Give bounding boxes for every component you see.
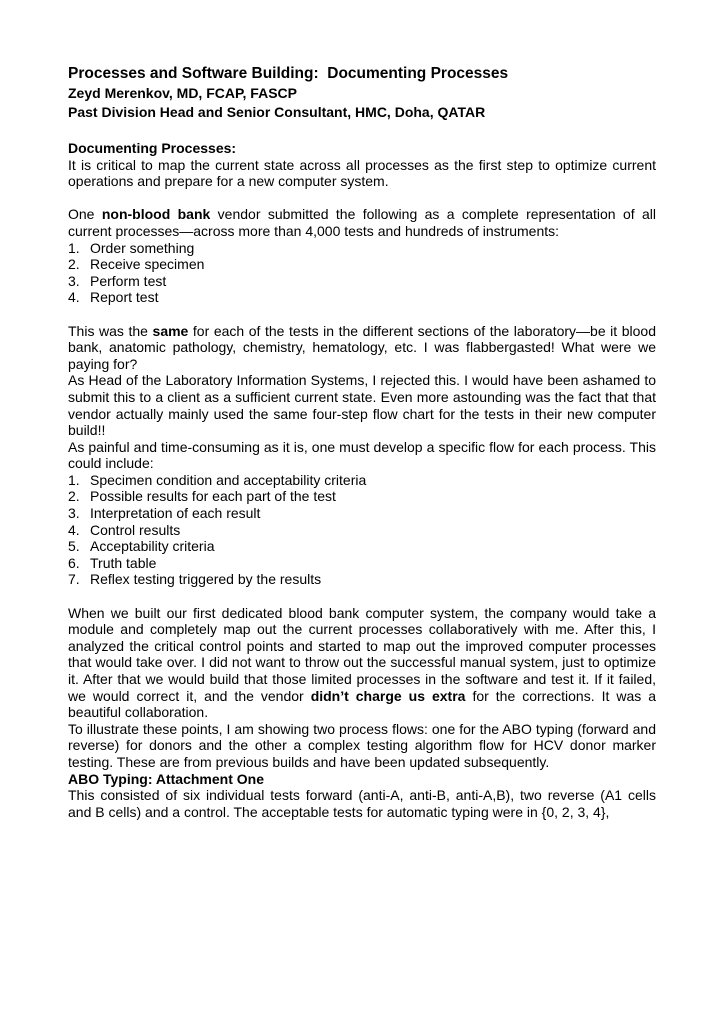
text-segment: for each of the tests in the different sections of the laboratory—be it blood bank, anatomic pathology, chemistry, hematology, etc. I was flabbergasted! What were we paying for?	[68, 322, 657, 372]
list-item	[68, 538, 656, 555]
list-item-number: 2.	[68, 256, 80, 273]
list-item	[68, 240, 656, 257]
list-item-text: Reflex testing triggered by the results	[90, 571, 322, 588]
paragraph-abo-consisted: This consisted of six individual tests forward (anti-A, anti-B, anti-A,B), two reverse (A1 cells and B cells) and a control. The acceptable tests for automatic typing were in {0, 2, 3, 4},	[68, 787, 656, 820]
list-item-number: 2.	[68, 488, 80, 505]
list-item	[68, 289, 656, 306]
text-segment: for the corrections. It was a beautiful collaboration.	[68, 687, 657, 721]
list-item-number: 1.	[68, 239, 80, 256]
list-four-steps	[68, 240, 656, 306]
paragraph-first-blood-bank-system	[68, 605, 656, 721]
list-item	[68, 256, 656, 273]
list-item-number: 7.	[68, 571, 80, 588]
list-item-text: Perform test	[90, 272, 167, 289]
list-item-number: 5.	[68, 538, 80, 555]
list-item	[68, 488, 656, 505]
list-flow-items	[68, 472, 656, 588]
paragraph-critical-to-map: It is critical to map the current state across all processes as the first step to optimize current operations and prepare for a new computer system.	[68, 156, 656, 190]
text-segment-bold: same	[152, 322, 189, 339]
text-segment: This was the	[68, 322, 153, 339]
text-segment: One	[68, 206, 102, 223]
list-item-text: Acceptability criteria	[90, 538, 215, 555]
text-segment-bold: non-blood bank	[101, 206, 211, 223]
list-item	[68, 472, 656, 489]
list-item	[68, 505, 656, 522]
list-item-number: 3.	[68, 505, 80, 522]
section-abo-typing	[68, 771, 656, 821]
document-title: Processes and Software Building: Documenting Processes	[68, 65, 509, 82]
list-item-number: 1.	[68, 471, 80, 488]
list-item-text: Specimen condition and acceptability criteria	[90, 471, 367, 488]
paragraph-painful-time-consuming: As painful and time-consuming as it is, one must develop a specific flow for each process. This could include:	[68, 438, 656, 472]
list-item-number: 4.	[68, 521, 80, 538]
list-item-text: Report test	[90, 289, 159, 306]
list-item-text: Truth table	[90, 554, 157, 571]
list-item	[68, 273, 656, 290]
text-segment: When we built our first dedicated blood bank computer system, the company would take a module and completely map out the current processes collaboratively with me. After this, I analyzed the critical control points and started to map out the improved computer processes that would take over. I did not want to throw out the successful manual system, just to optimize it. After that we would build that those limited processes in the software and test it. If it failed, we would correct it, and the vendor	[68, 604, 656, 704]
list-item-text: Interpretation of each result	[90, 505, 261, 522]
list-item-number: 3.	[68, 272, 80, 289]
paragraph-same-for-each-test	[68, 323, 656, 373]
paragraph-vendor-submission	[68, 206, 656, 239]
list-item	[68, 555, 656, 572]
paragraph-illustrate-two-flows: To illustrate these points, I am showing two process flows: one for the ABO typing (forward and reverse) for donors and the other a complex testing algorithm flow for HCV donor marker testing. These are from previous builds and have been updated subsequently.	[68, 720, 656, 770]
paragraph-head-of-lis: As Head of the Laboratory Information Systems, I rejected this. I would have been ashamed to submit this to a client as a sufficient current state. Even more astounding was the fact that that vendor actually mainly used the same four-step flow chart for the tests in their new computer build!!	[68, 372, 656, 439]
section-heading-abo-typing: ABO Typing: Attachment One	[68, 770, 264, 787]
document-author: Zeyd Merenkov, MD, FCAP, FASCP	[68, 85, 297, 101]
text-segment-bold: didn’t charge us extra	[310, 687, 466, 704]
list-item-text: Order something	[90, 239, 195, 256]
list-item-number: 4.	[68, 289, 80, 306]
list-item-text: Control results	[90, 521, 181, 538]
list-item	[68, 522, 656, 539]
list-item-text: Receive specimen	[90, 256, 205, 273]
document-author-role: Past Division Head and Senior Consultant, HMC, Doha, QATAR	[68, 103, 486, 120]
section-documenting-processes	[68, 140, 656, 190]
text-segment: vendor submitted the following as a complete representation of all current processes—across more than 4,000 tests and hundreds of instruments:	[68, 206, 657, 239]
list-item	[68, 571, 656, 588]
document-header	[68, 64, 656, 121]
list-item-text: Possible results for each part of the test	[90, 488, 336, 505]
section-heading-documenting-processes: Documenting Processes:	[68, 140, 237, 156]
list-item-number: 6.	[68, 554, 80, 571]
